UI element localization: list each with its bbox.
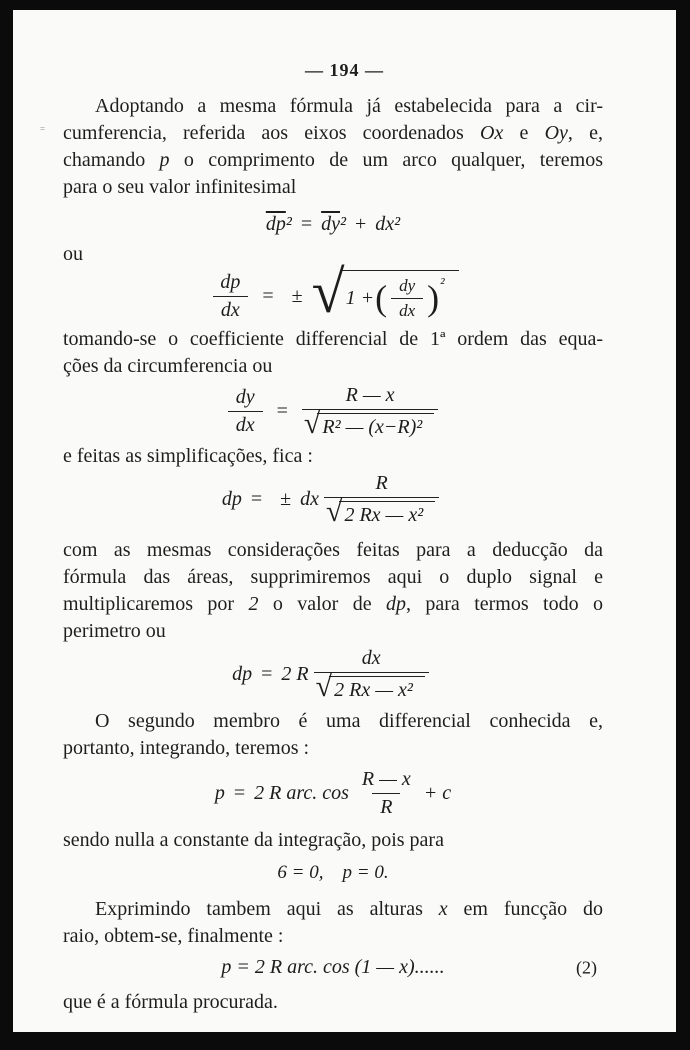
equals-sign: = xyxy=(262,284,274,307)
paragraph-intro xyxy=(63,93,603,201)
paragraph-constante xyxy=(63,827,603,854)
plus-minus-sign: ± xyxy=(291,284,303,307)
text-line xyxy=(63,174,603,201)
book-page xyxy=(13,10,676,1032)
text-column xyxy=(63,93,603,1016)
radical-icon: √ xyxy=(325,495,343,528)
math-var-inline: x xyxy=(438,898,448,920)
text-segment: chamando xyxy=(63,149,160,171)
text-line xyxy=(63,93,603,120)
text-line xyxy=(63,923,603,950)
formula-final xyxy=(63,956,603,979)
text-segment: tomando-se o coefficiente differencial de 1ª ordem das equa- xyxy=(63,328,603,350)
fraction-denominator xyxy=(314,672,429,702)
text-segment: perimetro ou xyxy=(63,620,166,642)
math-coefficient: 2 R xyxy=(281,663,309,685)
text-line xyxy=(63,708,603,735)
formula-integral-arccos xyxy=(63,768,603,819)
paragraph-segundo-membro xyxy=(63,708,603,762)
formula-dp-simplified xyxy=(63,472,603,527)
math-constant: + c xyxy=(423,782,452,804)
square-root xyxy=(325,495,435,528)
equation-number: (2) xyxy=(576,957,597,977)
fraction-numerator: R — x xyxy=(345,384,395,406)
right-paren: ) xyxy=(427,278,440,318)
math-expression: p = 2 R arc. cos (1 — x)...... xyxy=(221,956,445,978)
equals-sign: = xyxy=(261,663,273,685)
equals-sign: = xyxy=(233,782,246,804)
text-line xyxy=(63,326,603,353)
text-segment: , para termos todo o xyxy=(406,593,603,615)
math-conditions: 6 = 0, p = 0. xyxy=(277,862,389,883)
text-line xyxy=(63,120,603,147)
fraction-denominator: dx xyxy=(391,298,423,321)
formula-dy-dx-circle xyxy=(63,384,603,439)
math-var-inline: Ox xyxy=(479,122,504,144)
math-var-dx: dx xyxy=(375,212,395,235)
math-var-inline: Oy xyxy=(544,122,568,144)
text-line xyxy=(63,443,603,470)
text-line xyxy=(63,989,603,1016)
fraction-dy-dx xyxy=(228,386,263,437)
text-line xyxy=(63,827,603,854)
text-line xyxy=(63,591,603,618)
page-number: — 194 — xyxy=(305,60,384,80)
equals-sign: = xyxy=(250,488,263,510)
text-segment: para o seu valor infinitesimal xyxy=(63,176,297,198)
fraction-denominator: dx xyxy=(213,296,248,322)
math-exponent: ² xyxy=(340,212,346,235)
fraction-denominator: R xyxy=(372,793,400,819)
fraction-numerator: dx xyxy=(361,647,381,669)
fraction-ratio xyxy=(302,384,438,439)
math-exponent: ² xyxy=(440,276,445,292)
text-segment: portanto, integrando, teremos : xyxy=(63,737,310,759)
math-var-dp: dp xyxy=(232,663,253,685)
square-root xyxy=(311,259,459,325)
text-line xyxy=(63,147,603,174)
formula-derivative-sqrt xyxy=(63,259,603,325)
radicand: R² — (x−R)² xyxy=(317,413,434,439)
square-root xyxy=(303,407,434,440)
text-segment: o valor de xyxy=(258,593,386,615)
text-segment: cumferencia, referida aos eixos coordenados xyxy=(63,122,480,144)
math-var-dp: dp xyxy=(221,488,242,510)
fraction-denominator: dx xyxy=(228,411,263,437)
text-segment: sendo nulla a constante da integração, pois para xyxy=(63,829,444,851)
fraction-ratio xyxy=(324,472,439,527)
text-segment: ou xyxy=(63,243,83,265)
text-segment: Exprimindo tambem aqui as alturas xyxy=(95,898,439,920)
text-segment: em funcção do xyxy=(447,898,603,920)
left-paren: ( xyxy=(375,278,388,318)
math-var-dy: $\overline{dy}$ xyxy=(321,212,340,235)
fraction-numerator: dy xyxy=(235,386,255,408)
radicand xyxy=(340,270,459,322)
print-artifact: = xyxy=(40,124,46,134)
paragraph-coefficient xyxy=(63,326,603,380)
formula-arc-infinitesimal xyxy=(63,209,603,239)
math-coefficient: 2 R arc. cos xyxy=(254,782,349,804)
text-line xyxy=(63,353,603,380)
fraction-ratio xyxy=(354,768,419,819)
radical-icon: √ xyxy=(311,259,345,325)
plus-sign: + xyxy=(355,212,367,235)
math-var-p: p xyxy=(214,782,225,804)
fraction-numerator: R xyxy=(375,472,388,494)
formula-initial-conditions xyxy=(63,862,603,884)
text-segment: , e, xyxy=(567,122,603,144)
square-root xyxy=(315,670,425,703)
text-line xyxy=(63,537,603,564)
math-var-inline: p xyxy=(159,149,170,171)
radical-icon: √ xyxy=(315,670,333,703)
fraction-numerator: R — x xyxy=(361,768,411,790)
math-term xyxy=(266,213,292,236)
paragraph-simplificacoes xyxy=(63,443,603,470)
math-var-dx: dx xyxy=(300,488,319,510)
paragraph-consideracoes xyxy=(63,537,603,645)
text-segment: com as mesmas considerações feitas para a deducção da xyxy=(63,539,603,561)
equals-sign: = xyxy=(300,212,313,235)
text-segment: e feitas as simplificações, fica : xyxy=(63,445,313,467)
text-line xyxy=(63,735,603,762)
fraction-dp-dx xyxy=(212,271,248,322)
fraction-denominator xyxy=(302,409,438,439)
math-var-inline: dp xyxy=(386,593,406,615)
fraction-numerator: dp xyxy=(220,270,241,293)
fraction-ratio xyxy=(314,647,429,702)
text-segment: O segundo membro é uma differencial conhecida e, xyxy=(95,710,603,732)
math-var-inline: 2 xyxy=(248,593,259,615)
text-line xyxy=(63,896,603,923)
text-segment: que é a fórmula procurada. xyxy=(63,991,278,1013)
math-var-dp: $\overline{dp}$ xyxy=(265,212,286,235)
text-line xyxy=(63,618,603,645)
text-segment: raio, obtem-se, finalmente : xyxy=(63,925,284,947)
radicand: 2 Rx — x² xyxy=(329,676,425,702)
math-exponent: ² xyxy=(285,212,292,235)
fraction-dy-dx xyxy=(391,276,423,321)
text-segment: o comprimento de um arco qualquer, teremos xyxy=(169,149,604,171)
math-term xyxy=(375,213,400,236)
formula-dp-perimetro xyxy=(63,647,603,702)
text-segment: ções da circumferencia ou xyxy=(63,355,273,377)
text-segment: multiplicaremos por xyxy=(63,593,249,615)
fraction-numerator: dy xyxy=(399,275,416,295)
paragraph-conclusao xyxy=(63,989,603,1016)
math-term xyxy=(321,213,346,236)
text-segment: Adoptando a mesma fórmula já estabelecida para a cir- xyxy=(95,95,603,117)
text-line xyxy=(63,564,603,591)
math-exponent: ² xyxy=(394,212,401,235)
plus-minus-sign: ± xyxy=(280,488,292,510)
text-segment: e xyxy=(503,122,545,144)
math-term: 1 + xyxy=(345,286,375,309)
text-segment: fórmula das áreas, supprimiremos aqui o duplo signal e xyxy=(63,566,603,588)
equals-sign: = xyxy=(276,400,288,422)
radical-icon: √ xyxy=(303,407,321,440)
paragraph-exprimindo xyxy=(63,896,603,950)
fraction-denominator xyxy=(324,497,439,527)
radicand: 2 Rx — x² xyxy=(339,501,435,527)
